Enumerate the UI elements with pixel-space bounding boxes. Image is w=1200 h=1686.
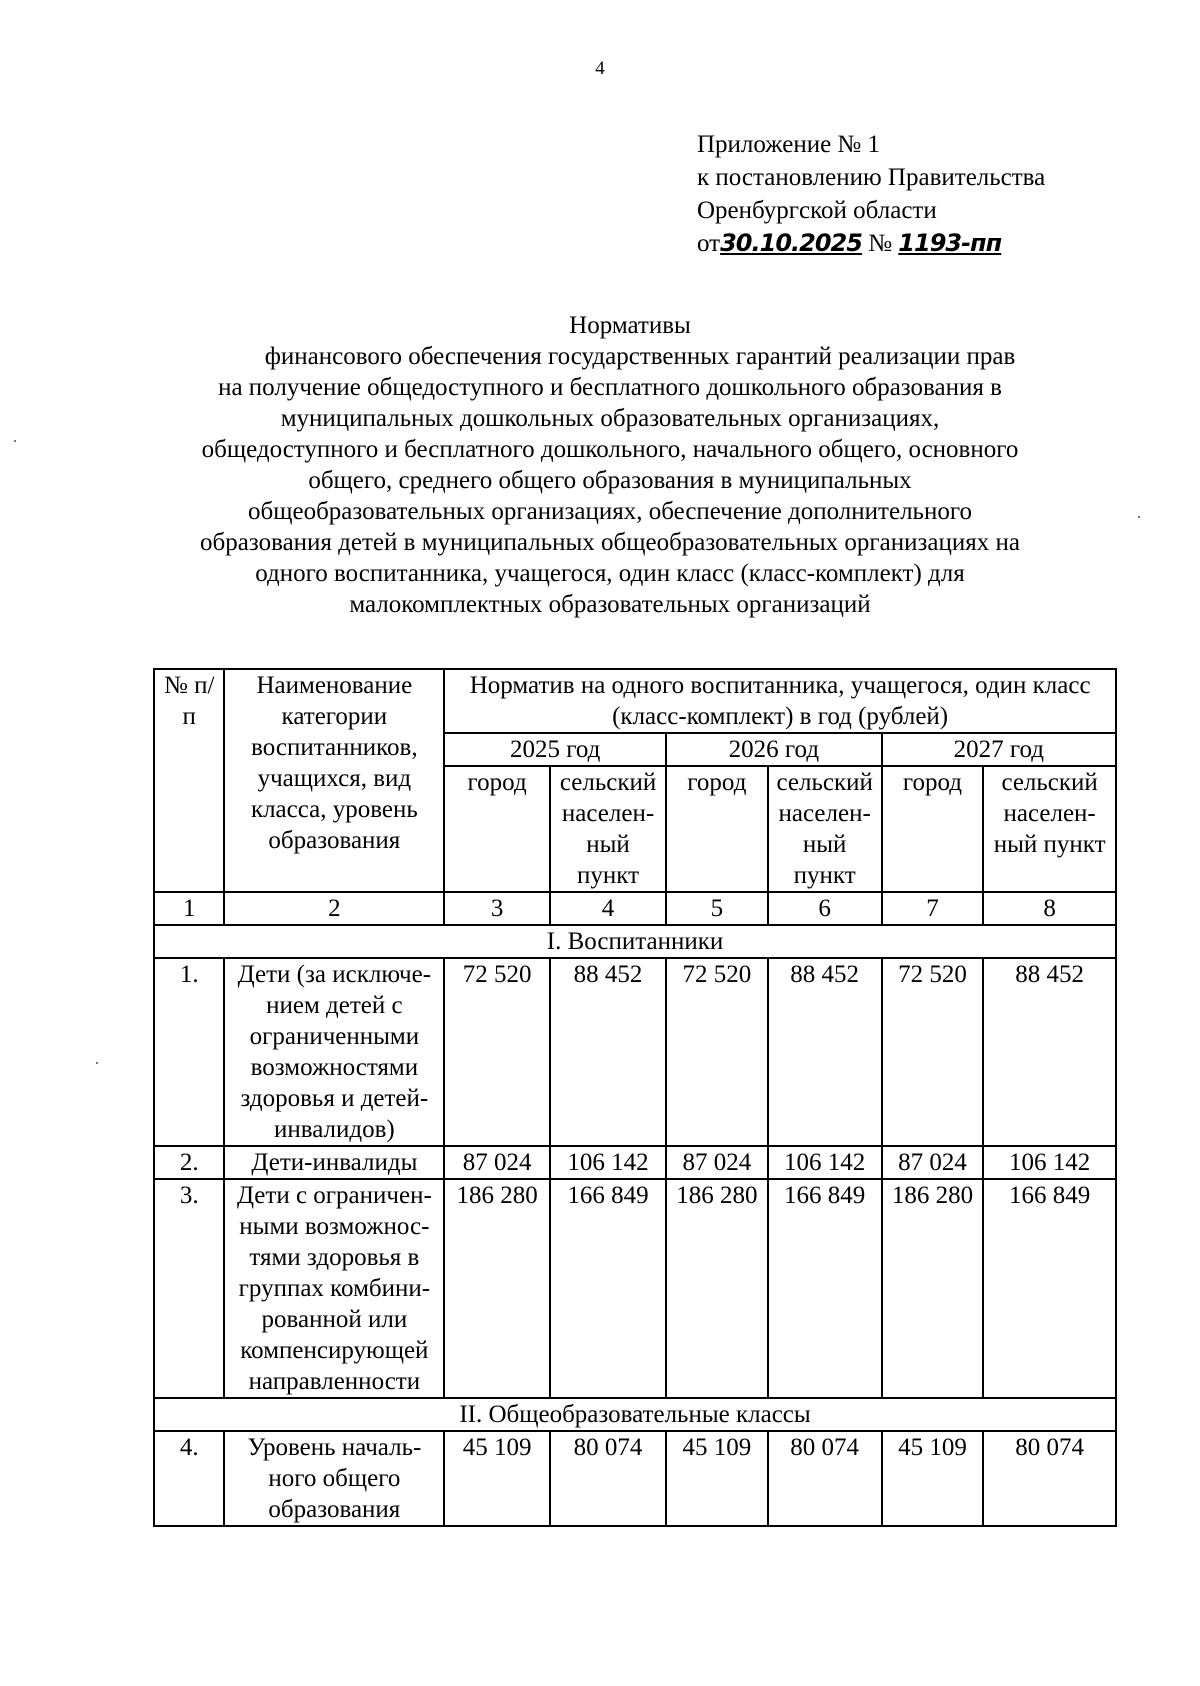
row-category: Уровень началь-ного общего образования <box>224 1431 444 1526</box>
handwritten-date: 30.10.2025 <box>720 229 862 257</box>
row-category: Дети-инвалиды <box>224 1146 444 1179</box>
title-line-5: общедоступного и бесплатного дошкольного, начального общего, основного <box>201 436 1019 463</box>
row-number: 1. <box>154 958 224 1146</box>
row-category: Дети (за исключе-нием детей с ограниченными возможностями здоровья и детей-инвалидов) <box>224 958 444 1146</box>
title-line-4: муниципальных дошкольных образовательных организациях, <box>280 405 940 432</box>
row-value: 186 280 <box>666 1179 768 1398</box>
row-value: 87 024 <box>444 1146 550 1179</box>
annex-line-3: Оренбургской области <box>697 197 937 224</box>
col-number-6: 6 <box>768 892 882 925</box>
row-value: 88 452 <box>768 958 882 1146</box>
from-label: от <box>697 230 721 257</box>
col-number-8: 8 <box>983 892 1116 925</box>
title-line-10: малокомплектных образовательных организаций <box>349 591 871 618</box>
title-line-1: Нормативы <box>569 312 691 339</box>
number-label: № <box>868 230 893 257</box>
col-number-5: 5 <box>666 892 768 925</box>
scan-speck <box>14 440 16 442</box>
row-value: 45 109 <box>444 1431 550 1526</box>
row-value: 106 142 <box>983 1146 1116 1179</box>
title-line-9: одного воспитанника, учащегося, один класс (класс-комплект) для <box>255 560 965 587</box>
page-number: 4 <box>595 58 605 79</box>
annex-line-1: Приложение № 1 <box>697 131 881 158</box>
scan-speck <box>1138 516 1140 518</box>
norms-table <box>153 668 1117 1527</box>
row-value: 186 280 <box>444 1179 550 1398</box>
header-num-col: № п/п <box>154 669 224 892</box>
header-year-2026: 2026 год <box>666 733 882 766</box>
row-number: 4. <box>154 1431 224 1526</box>
header-rural-2027: сельский населен-ный пункт <box>983 766 1116 892</box>
header-rural-2026: сельский населен-ный пункт <box>768 766 882 892</box>
table-row <box>154 958 1116 1146</box>
row-value: 72 520 <box>882 958 984 1146</box>
title-line-2: финансового обеспечения государственных гарантий реализации прав <box>264 343 1016 370</box>
scan-speck <box>96 1062 98 1064</box>
row-value: 166 849 <box>550 1179 666 1398</box>
title-line-8: образования детей в муниципальных общеобразовательных организациях на <box>200 529 1020 556</box>
row-value: 106 142 <box>768 1146 882 1179</box>
header-row-1 <box>154 669 1116 733</box>
row-value: 166 849 <box>983 1179 1116 1398</box>
header-rural-2025: сельский населен-ный пункт <box>550 766 666 892</box>
row-number: 2. <box>154 1146 224 1179</box>
header-norm-col: Норматив на одного воспитанника, учащегося, один класс (класс-комплект) в год (рублей) <box>444 669 1116 733</box>
row-value: 88 452 <box>550 958 666 1146</box>
section-title: I. Воспитанники <box>154 925 1116 958</box>
row-value: 106 142 <box>550 1146 666 1179</box>
title-line-6: общего, среднего общего образования в муниципальных <box>308 467 912 494</box>
row-value: 45 109 <box>666 1431 768 1526</box>
header-name-col: Наименование категории воспитанников, учащихся, вид класса, уровень образования <box>224 669 444 892</box>
annex-block <box>697 128 1045 260</box>
col-number-3: 3 <box>444 892 550 925</box>
section-row <box>154 1398 1116 1431</box>
header-city-2026: город <box>666 766 768 892</box>
document-title <box>110 310 1110 620</box>
row-value: 80 074 <box>983 1431 1116 1526</box>
col-number-7: 7 <box>882 892 984 925</box>
header-year-2027: 2027 год <box>882 733 1116 766</box>
row-value: 72 520 <box>666 958 768 1146</box>
handwritten-number: 1193-пп <box>898 229 1002 257</box>
header-city-2027: город <box>882 766 984 892</box>
row-value: 87 024 <box>882 1146 984 1179</box>
title-line-7: общеобразовательных организациях, обеспечение дополнительного <box>248 498 972 525</box>
row-value: 45 109 <box>882 1431 984 1526</box>
header-year-2025: 2025 год <box>444 733 666 766</box>
section-title: II. Общеобразовательные классы <box>154 1398 1116 1431</box>
annex-line-2: к постановлению Правительства <box>697 164 1046 191</box>
section-row <box>154 925 1116 958</box>
table-row <box>154 1179 1116 1398</box>
annex-line-4 <box>697 227 1045 260</box>
row-number: 3. <box>154 1179 224 1398</box>
col-number-2: 2 <box>224 892 444 925</box>
table-row <box>154 1431 1116 1526</box>
col-number-4: 4 <box>550 892 666 925</box>
row-value: 80 074 <box>768 1431 882 1526</box>
row-value: 166 849 <box>768 1179 882 1398</box>
column-numbers-row <box>154 892 1116 925</box>
col-number-1: 1 <box>154 892 224 925</box>
row-value: 186 280 <box>882 1179 984 1398</box>
header-city-2025: город <box>444 766 550 892</box>
row-value: 87 024 <box>666 1146 768 1179</box>
title-line-3: на получение общедоступного и бесплатного дошкольного образования в <box>218 374 1002 401</box>
table-row <box>154 1146 1116 1179</box>
row-value: 72 520 <box>444 958 550 1146</box>
row-category: Дети с ограничен-ными возможнос-тями здоровья в группах комбини-рованной или компенсирующей направленности <box>224 1179 444 1398</box>
row-value: 80 074 <box>550 1431 666 1526</box>
row-value: 88 452 <box>983 958 1116 1146</box>
